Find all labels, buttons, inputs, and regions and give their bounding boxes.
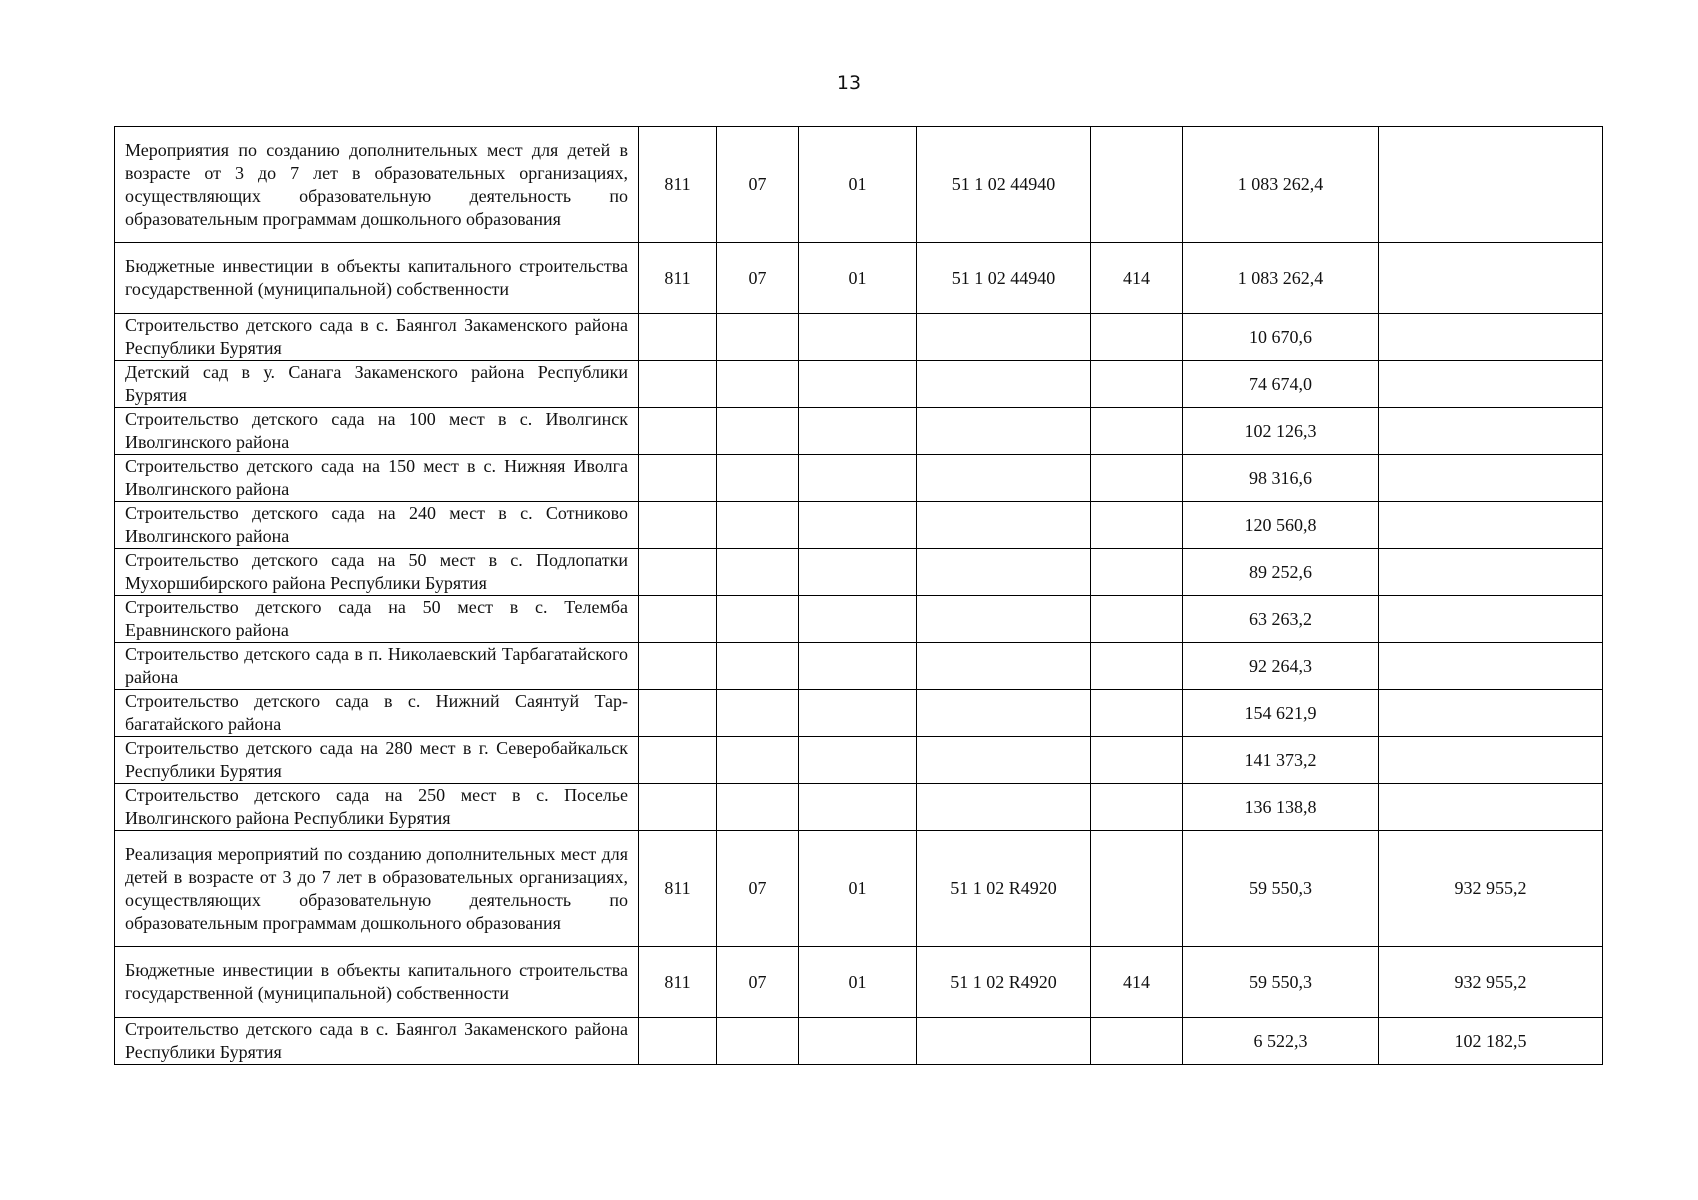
- target-article-code: 51 1 02 44940: [917, 127, 1091, 243]
- ministry-code: [639, 596, 717, 643]
- target-article-code: [917, 643, 1091, 690]
- section-code: 07: [717, 831, 799, 947]
- subsection-code: 01: [799, 947, 917, 1018]
- expense-type-code: [1091, 1018, 1183, 1065]
- subsection-code: 01: [799, 831, 917, 947]
- amount-year-2: 932 955,2: [1379, 947, 1603, 1018]
- table-row: [115, 831, 1603, 947]
- section-code: 07: [717, 127, 799, 243]
- subsection-code: [799, 455, 917, 502]
- table-row: [115, 502, 1603, 549]
- expense-type-code: 414: [1091, 947, 1183, 1018]
- amount-year-1: 89 252,6: [1183, 549, 1379, 596]
- row-name: Детский сад в у. Санага Закаменского района Республики Бурятия: [115, 361, 639, 408]
- target-article-code: 51 1 02 R4920: [917, 831, 1091, 947]
- amount-year-2: [1379, 127, 1603, 243]
- table-row: [115, 549, 1603, 596]
- expense-type-code: [1091, 784, 1183, 831]
- row-name: Строительство детского сада в п. Николаевский Тарбагатайского района: [115, 643, 639, 690]
- amount-year-2: [1379, 502, 1603, 549]
- subsection-code: [799, 596, 917, 643]
- expense-type-code: [1091, 408, 1183, 455]
- amount-year-2: 932 955,2: [1379, 831, 1603, 947]
- amount-year-2: [1379, 596, 1603, 643]
- ministry-code: [639, 737, 717, 784]
- amount-year-2: [1379, 361, 1603, 408]
- expense-type-code: [1091, 549, 1183, 596]
- target-article-code: [917, 1018, 1091, 1065]
- table-row: [115, 784, 1603, 831]
- amount-year-2: [1379, 690, 1603, 737]
- target-article-code: [917, 314, 1091, 361]
- section-code: 07: [717, 243, 799, 314]
- row-name: Строительство детского сада в с. Баянгол Закаменского района Республики Бурятия: [115, 1018, 639, 1065]
- subsection-code: [799, 502, 917, 549]
- amount-year-1: 10 670,6: [1183, 314, 1379, 361]
- row-name: Мероприятия по созданию дополнительных мест для детей в возрасте от 3 до 7 лет в образовательных организациях, осуществляющих образовательную деятельность по образовательным программам дошкольного образования: [115, 127, 639, 243]
- row-name: Строительство детского сада в с. Нижний Саянтуй Тарбагатайского района: [115, 690, 639, 737]
- table-row: [115, 127, 1603, 243]
- subsection-code: [799, 690, 917, 737]
- row-name: Строительство детского сада на 50 мест в с. Телемба Еравнинского района: [115, 596, 639, 643]
- amount-year-1: 63 263,2: [1183, 596, 1379, 643]
- table-row: [115, 361, 1603, 408]
- row-name: Строительство детского сада на 250 мест в с. Поселье Иволгинского района Республики Бурятия: [115, 784, 639, 831]
- amount-year-1: 154 621,9: [1183, 690, 1379, 737]
- row-name: Строительство детского сада в с. Баянгол Закаменского района Республики Бурятия: [115, 314, 639, 361]
- target-article-code: [917, 784, 1091, 831]
- section-code: [717, 690, 799, 737]
- target-article-code: [917, 737, 1091, 784]
- ministry-code: [639, 408, 717, 455]
- amount-year-2: [1379, 243, 1603, 314]
- budget-table: [114, 126, 1603, 1065]
- expense-type-code: [1091, 643, 1183, 690]
- amount-year-1: 1 083 262,4: [1183, 243, 1379, 314]
- subsection-code: [799, 549, 917, 596]
- subsection-code: [799, 1018, 917, 1065]
- amount-year-1: 141 373,2: [1183, 737, 1379, 784]
- subsection-code: [799, 361, 917, 408]
- row-name: Строительство детского сада на 150 мест в с. Нижняя Иволга Иволгинского района: [115, 455, 639, 502]
- row-name: Строительство детского сада на 100 мест в с. Иволгинск Иволгинского района: [115, 408, 639, 455]
- amount-year-2: [1379, 408, 1603, 455]
- ministry-code: [639, 455, 717, 502]
- amount-year-1: 1 083 262,4: [1183, 127, 1379, 243]
- target-article-code: [917, 408, 1091, 455]
- table-row: [115, 690, 1603, 737]
- section-code: [717, 502, 799, 549]
- expense-type-code: [1091, 455, 1183, 502]
- ministry-code: [639, 314, 717, 361]
- ministry-code: 811: [639, 947, 717, 1018]
- row-name: Строительство детского сада на 50 мест в с. Подлопатки Мухоршибирского района Республики Бурятия: [115, 549, 639, 596]
- ministry-code: 811: [639, 127, 717, 243]
- ministry-code: [639, 502, 717, 549]
- table-row: [115, 314, 1603, 361]
- expense-type-code: [1091, 502, 1183, 549]
- section-code: [717, 643, 799, 690]
- amount-year-2: [1379, 455, 1603, 502]
- amount-year-2: [1379, 314, 1603, 361]
- subsection-code: [799, 737, 917, 784]
- amount-year-1: 59 550,3: [1183, 831, 1379, 947]
- ministry-code: 811: [639, 243, 717, 314]
- amount-year-1: 74 674,0: [1183, 361, 1379, 408]
- section-code: [717, 314, 799, 361]
- target-article-code: [917, 502, 1091, 549]
- row-name: Бюджетные инвестиции в объекты капитального строительства государственной (муниципальной) собственности: [115, 243, 639, 314]
- section-code: [717, 549, 799, 596]
- expense-type-code: [1091, 737, 1183, 784]
- section-code: [717, 361, 799, 408]
- subsection-code: [799, 643, 917, 690]
- ministry-code: [639, 784, 717, 831]
- row-name: Строительство детского сада на 240 мест в с. Сотниково Иволгинского района: [115, 502, 639, 549]
- section-code: [717, 1018, 799, 1065]
- expense-type-code: [1091, 596, 1183, 643]
- target-article-code: 51 1 02 R4920: [917, 947, 1091, 1018]
- table-row: [115, 643, 1603, 690]
- section-code: [717, 408, 799, 455]
- amount-year-1: 6 522,3: [1183, 1018, 1379, 1065]
- table-row: [115, 408, 1603, 455]
- amount-year-1: 120 560,8: [1183, 502, 1379, 549]
- subsection-code: [799, 784, 917, 831]
- amount-year-2: [1379, 737, 1603, 784]
- amount-year-2: 102 182,5: [1379, 1018, 1603, 1065]
- target-article-code: [917, 455, 1091, 502]
- ministry-code: [639, 690, 717, 737]
- subsection-code: [799, 314, 917, 361]
- table-row: [115, 455, 1603, 502]
- page-number: 13: [836, 72, 862, 94]
- amount-year-1: 59 550,3: [1183, 947, 1379, 1018]
- amount-year-1: 102 126,3: [1183, 408, 1379, 455]
- table-row: [115, 243, 1603, 314]
- target-article-code: [917, 549, 1091, 596]
- subsection-code: [799, 408, 917, 455]
- row-name: Строительство детского сада на 280 мест в г. Северобайкальск Республики Бурятия: [115, 737, 639, 784]
- amount-year-1: 92 264,3: [1183, 643, 1379, 690]
- ministry-code: [639, 1018, 717, 1065]
- target-article-code: [917, 596, 1091, 643]
- section-code: [717, 784, 799, 831]
- table-row: [115, 1018, 1603, 1065]
- table-body: [115, 127, 1603, 1065]
- ministry-code: 811: [639, 831, 717, 947]
- amount-year-2: [1379, 549, 1603, 596]
- section-code: [717, 596, 799, 643]
- amount-year-1: 98 316,6: [1183, 455, 1379, 502]
- amount-year-2: [1379, 643, 1603, 690]
- expense-type-code: [1091, 127, 1183, 243]
- section-code: [717, 455, 799, 502]
- amount-year-2: [1379, 784, 1603, 831]
- amount-year-1: 136 138,8: [1183, 784, 1379, 831]
- expense-type-code: [1091, 314, 1183, 361]
- ministry-code: [639, 361, 717, 408]
- ministry-code: [639, 643, 717, 690]
- expense-type-code: [1091, 361, 1183, 408]
- expense-type-code: 414: [1091, 243, 1183, 314]
- target-article-code: [917, 690, 1091, 737]
- row-name: Бюджетные инвестиции в объекты капитального строительства государственной (муниципальной) собственности: [115, 947, 639, 1018]
- section-code: [717, 737, 799, 784]
- row-name: Реализация мероприятий по созданию дополнительных мест для детей в возрасте от 3 до 7 лет в образовательных организациях, осуществляющих образовательную деятельность по образовательным программам дошкольного образования: [115, 831, 639, 947]
- subsection-code: 01: [799, 127, 917, 243]
- expense-type-code: [1091, 831, 1183, 947]
- expense-type-code: [1091, 690, 1183, 737]
- table-row: [115, 947, 1603, 1018]
- target-article-code: [917, 361, 1091, 408]
- table-row: [115, 596, 1603, 643]
- target-article-code: 51 1 02 44940: [917, 243, 1091, 314]
- ministry-code: [639, 549, 717, 596]
- section-code: 07: [717, 947, 799, 1018]
- table-row: [115, 737, 1603, 784]
- subsection-code: 01: [799, 243, 917, 314]
